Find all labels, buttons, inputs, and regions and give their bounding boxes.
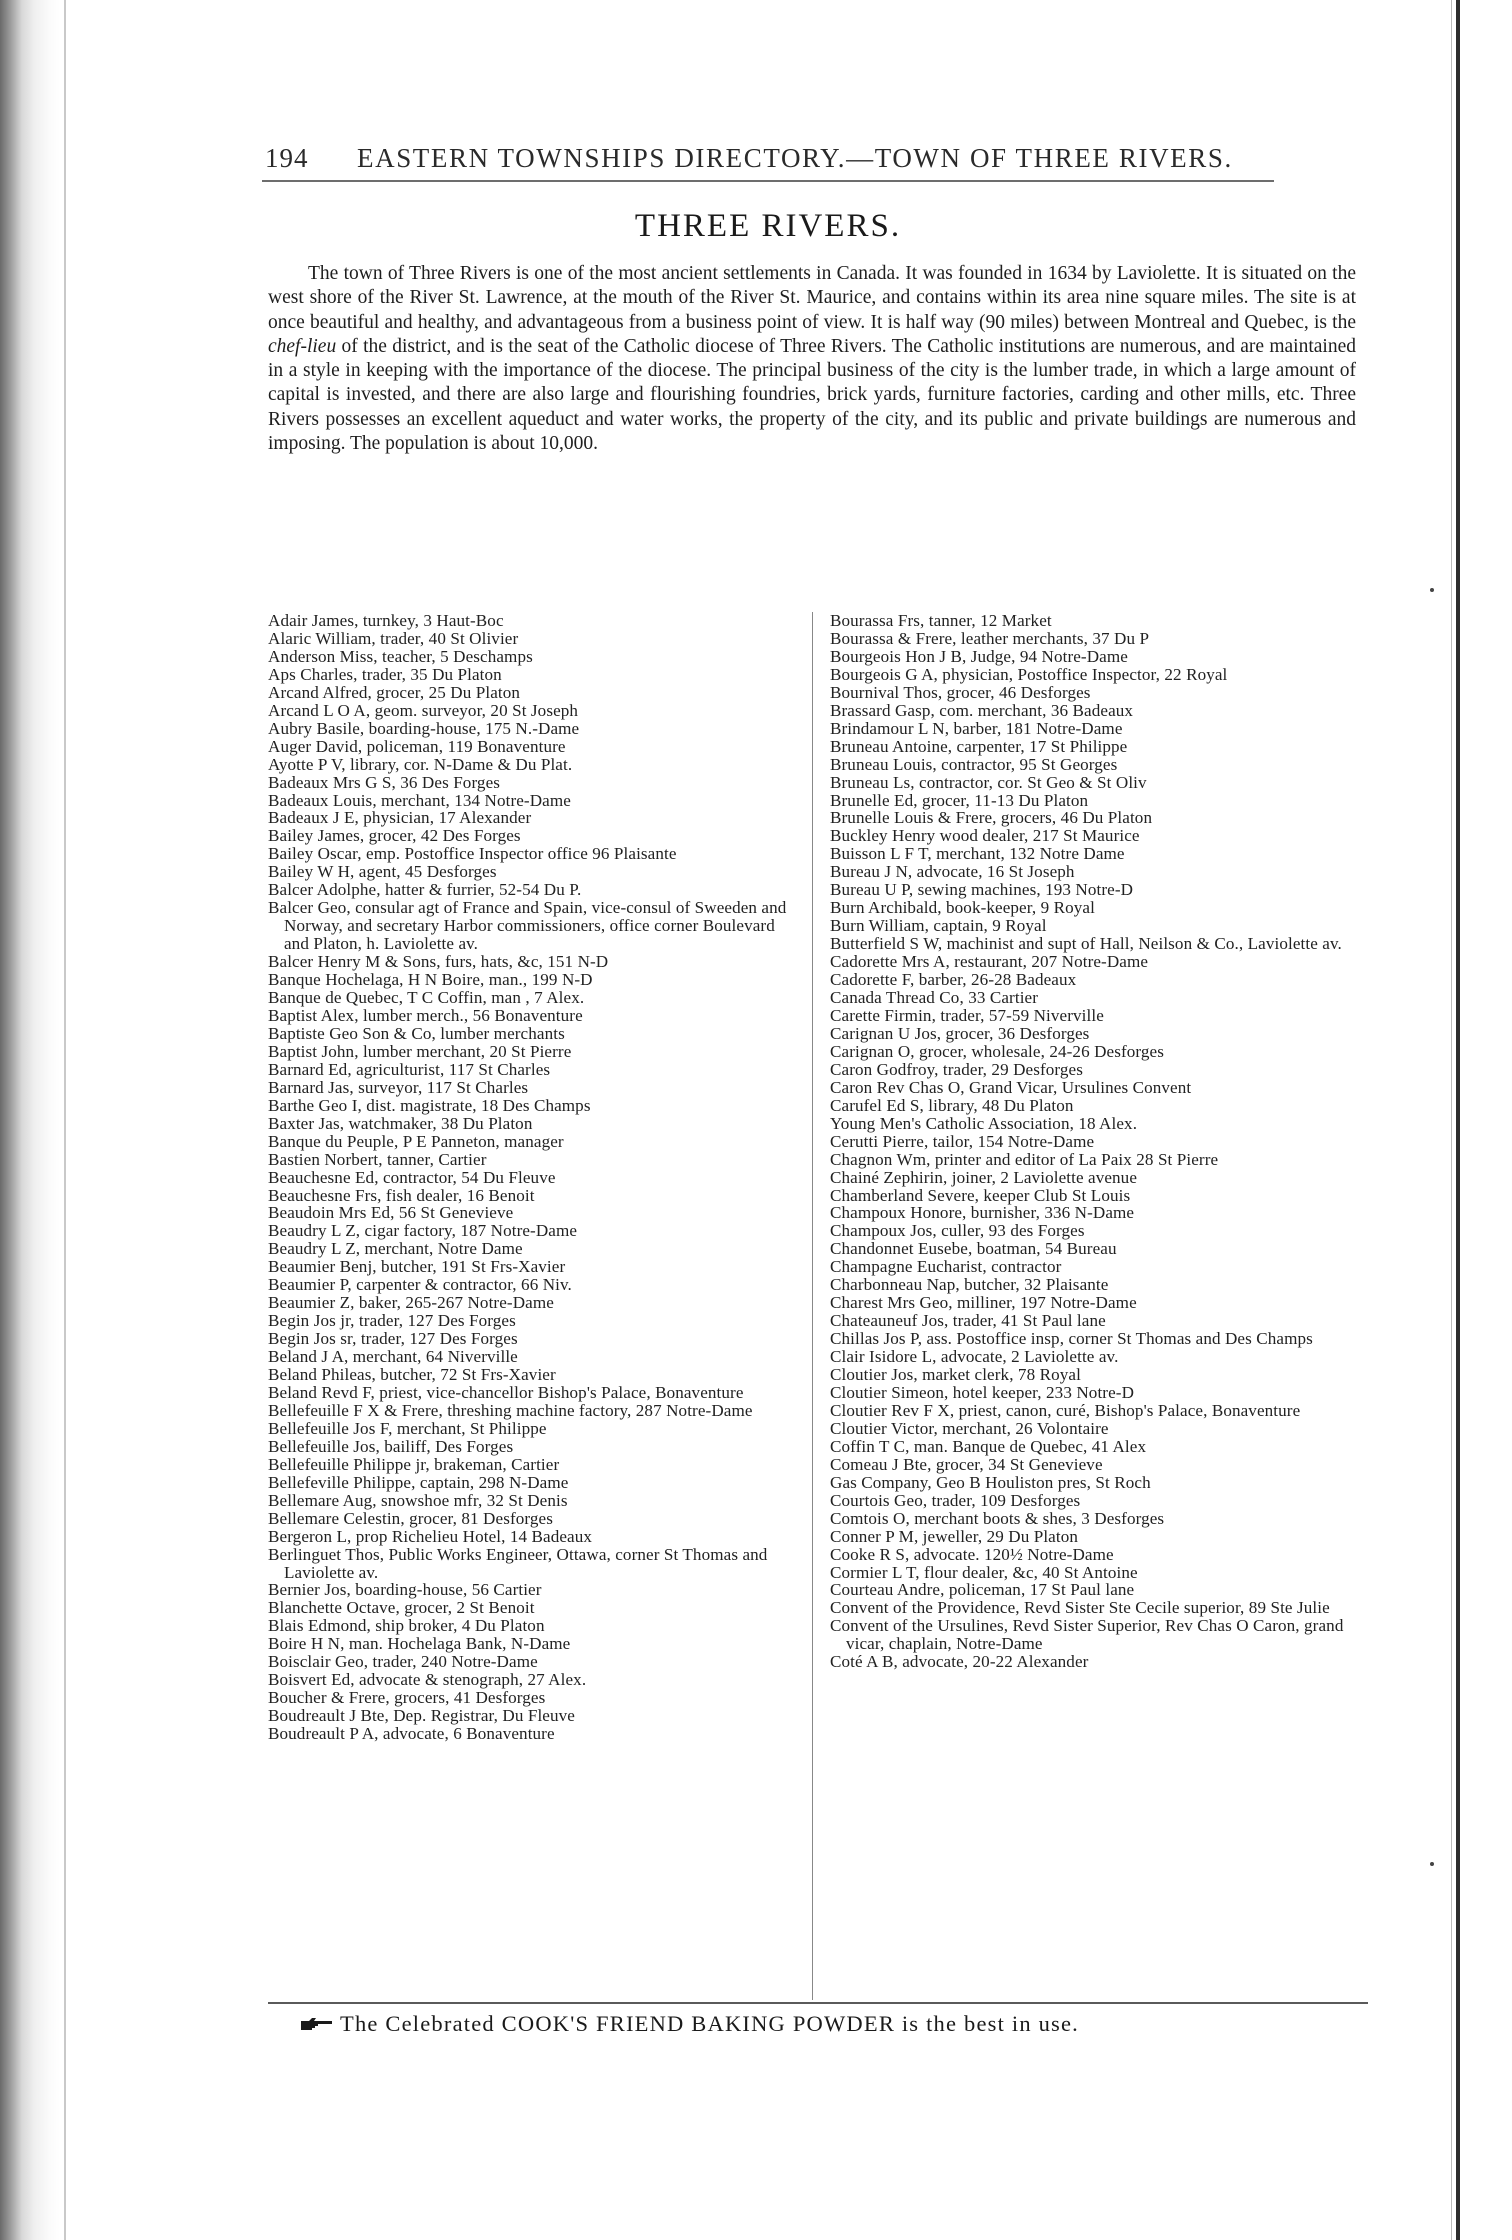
directory-entry: Beland Phileas, butcher, 72 St Frs-Xavier [268, 1365, 556, 1385]
directory-entry: Brunelle Ed, grocer, 11-13 Du Platon [830, 790, 1089, 810]
directory-entry: Boudreault P A, advocate, 6 Bonaventure [268, 1724, 555, 1744]
directory-entry: Coffin T C, man. Banque de Quebec, 41 Alex [830, 1436, 1147, 1456]
directory-entry: Adair James, turnkey, 3 Haut-Boc [268, 611, 504, 630]
directory-entry: Chandonnet Eusebe, boatman, 54 Bureau [830, 1239, 1117, 1259]
directory-entry: Champoux Jos, culler, 93 des Forges [830, 1221, 1085, 1241]
directory-entry: Bournival Thos, grocer, 46 Desforges [830, 682, 1091, 702]
directory-entry: Berlinguet Thos, Public Works Engineer, Ottawa, corner St Thomas and Laviolette av. [268, 1544, 768, 1582]
directory-entry: Beauchesne Ed, contractor, 54 Du Fleuve [268, 1167, 556, 1187]
intro-text-1: The town of Three Rivers is one of the most ancient settlements in Canada. It was founded in 1634 by Laviolette. It is situated on the west shore of the River St. Lawrence, at the mouth of the River St. Maurice, and contains within its area nine square miles. The site is at once beautiful and healthy, and advantageous from a business point of view. It is half way (90 miles) between Montreal and Quebec, is the [268, 263, 1356, 333]
directory-entry: Brindamour L N, barber, 181 Notre-Dame [830, 718, 1123, 738]
pointing-hand-icon [300, 2016, 334, 2032]
directory-entry: Banque de Quebec, T C Coffin, man , 7 Alex. [268, 988, 585, 1008]
directory-entry: Bourassa & Frere, leather merchants, 37 Du P [830, 628, 1150, 648]
directory-entry: Charest Mrs Geo, milliner, 197 Notre-Dame [830, 1293, 1137, 1313]
directory-entry: Boisvert Ed, advocate & stenograph, 27 Alex. [268, 1670, 587, 1690]
directory-entry: Balcer Geo, consular agt of France and Spain, vice-consul of Sweeden and Norway, and secretary Harbor commissioners, office corner Boulevard and Platon, h. Laviolette av. [268, 898, 787, 954]
directory-right-column [830, 612, 1366, 1671]
directory-entry: Charbonneau Nap, butcher, 32 Plaisante [830, 1275, 1109, 1295]
directory-entry: Bureau J N, advocate, 16 St Joseph [830, 862, 1075, 882]
directory-entry: Cooke R S, advocate. 120½ Notre-Dame [830, 1544, 1114, 1564]
directory-entry: Beauchesne Frs, fish dealer, 16 Benoit [268, 1185, 535, 1205]
directory-entry: Comeau J Bte, grocer, 34 St Genevieve [830, 1454, 1103, 1474]
directory-entry: Brunelle Louis & Frere, grocers, 46 Du Platon [830, 808, 1153, 828]
directory-entry: Champoux Honore, burnisher, 336 N-Dame [830, 1203, 1135, 1223]
directory-entry: Bruneau Louis, contractor, 95 St Georges [830, 754, 1118, 774]
directory-entry: Beaudry L Z, cigar factory, 187 Notre-Dame [268, 1221, 578, 1241]
footer-text: The Celebrated COOK'S FRIEND BAKING POWDER is the best in use. [340, 2011, 1080, 2036]
directory-entry: Bellefeuille Jos, bailiff, Des Forges [268, 1436, 514, 1456]
directory-entry: Blanchette Octave, grocer, 2 St Benoit [268, 1598, 535, 1618]
header-rule [262, 180, 1274, 182]
directory-entry: Badeaux J E, physician, 17 Alexander [268, 808, 532, 828]
intro-text-2: of the district, and is the seat of the Catholic diocese of Three Rivers. The Catholic institutions are numerous, and are maintained in a style in keeping with the importance of the diocese. The principal business of the city is the lumber trade, in which a large amount of capital is invested, and there are also large and flourishing foundries, brick yards, furniture factories, carding and other mills, etc. Three Rivers possesses an excellent aqueduct and water works, the property of the city, and its public and private buildings are numerous and imposing. The population is about 10,000. [268, 335, 1356, 455]
directory-entry: Baptist Alex, lumber merch., 56 Bonaventure [268, 1005, 583, 1025]
directory-entry: Beaudry L Z, merchant, Notre Dame [268, 1239, 523, 1259]
directory-entry: Cloutier Simeon, hotel keeper, 233 Notre-D [830, 1382, 1135, 1402]
directory-entry: Boisclair Geo, trader, 240 Notre-Dame [268, 1652, 538, 1672]
directory-entry: Chillas Jos P, ass. Postoffice insp, corner St Thomas and Des Champs [830, 1329, 1313, 1349]
directory-entry: Bruneau Antoine, carpenter, 17 St Philippe [830, 736, 1128, 756]
directory-entry: Auger David, policeman, 119 Bonaventure [268, 736, 566, 756]
directory-entry: Begin Jos sr, trader, 127 Des Forges [268, 1329, 518, 1349]
intro-paragraph [268, 262, 1356, 456]
margin-mark [1430, 1862, 1434, 1866]
directory-entry: Bellefeville Philippe, captain, 298 N-Dame [268, 1472, 569, 1492]
directory-left-column [268, 612, 798, 1743]
directory-entry: Cadorette Mrs A, restaurant, 207 Notre-Dame [830, 952, 1149, 972]
directory-entry: Bourassa Frs, tanner, 12 Market [830, 611, 1052, 630]
directory-entry: Balcer Henry M & Sons, furs, hats, &c, 151 N-D [268, 952, 609, 972]
directory-entry: Caron Rev Chas O, Grand Vicar, Ursulines Convent [830, 1077, 1192, 1097]
directory-entry: Boucher & Frere, grocers, 41 Desforges [268, 1688, 546, 1708]
directory-entry: Convent of the Ursulines, Revd Sister Superior, Rev Chas O Caron, grand vicar, chaplain, Notre-Dame [830, 1616, 1344, 1654]
directory-entry: Banque Hochelaga, H N Boire, man., 199 N-D [268, 970, 593, 990]
directory-entry: Begin Jos jr, trader, 127 Des Forges [268, 1311, 516, 1331]
directory-entry: Bastien Norbert, tanner, Cartier [268, 1149, 487, 1169]
running-header [265, 143, 1275, 177]
page-right-edge-light [1451, 0, 1452, 2240]
directory-entry: Aubry Basile, boarding-house, 175 N.-Dame [268, 718, 580, 738]
directory-entry: Young Men's Catholic Association, 18 Alex. [830, 1113, 1138, 1133]
directory-entry: Arcand Alfred, grocer, 25 Du Platon [268, 682, 521, 702]
directory-entry: Bergeron L, prop Richelieu Hotel, 14 Badeaux [268, 1526, 593, 1546]
directory-entry: Convent of the Providence, Revd Sister Ste Cecile superior, 89 Ste Julie [830, 1598, 1330, 1618]
directory-entry: Anderson Miss, teacher, 5 Deschamps [268, 646, 533, 666]
directory-entry: Cloutier Rev F X, priest, canon, curé, Bishop's Palace, Bonaventure [830, 1400, 1301, 1420]
directory-entry: Ayotte P V, library, cor. N-Dame & Du Plat. [268, 754, 573, 774]
directory-entry: Bellemare Aug, snowshoe mfr, 32 St Denis [268, 1490, 568, 1510]
directory-entry: Coté A B, advocate, 20-22 Alexander [830, 1652, 1089, 1672]
directory-entry: Bellefeuille F X & Frere, threshing machine factory, 287 Notre-Dame [268, 1400, 753, 1420]
directory-entry: Banque du Peuple, P E Panneton, manager [268, 1131, 564, 1151]
directory-entry: Barnard Ed, agriculturist, 117 St Charles [268, 1059, 551, 1079]
directory-entry: Beland Revd F, priest, vice-chancellor Bishop's Palace, Bonaventure [268, 1382, 744, 1402]
directory-entry: Champagne Eucharist, contractor [830, 1257, 1062, 1277]
footer-advert [300, 2011, 1370, 2037]
directory-entry: Beaumier Benj, butcher, 191 St Frs-Xavier [268, 1257, 566, 1277]
directory-entry: Beaudoin Mrs Ed, 56 St Genevieve [268, 1203, 514, 1223]
directory-entry: Alaric William, trader, 40 St Olivier [268, 628, 519, 648]
column-divider [812, 612, 813, 2000]
directory-entry: Bailey Oscar, emp. Postoffice Inspector office 96 Plaisante [268, 844, 677, 864]
directory-entry: Beland J A, merchant, 64 Niverville [268, 1347, 518, 1367]
page-edge-line [64, 0, 66, 2240]
directory-entry: Bellemare Celestin, grocer, 81 Desforges [268, 1508, 553, 1528]
directory-entry: Bourgeois G A, physician, Postoffice Inspector, 22 Royal [830, 664, 1228, 684]
directory-entry: Gas Company, Geo B Houliston pres, St Roch [830, 1472, 1151, 1492]
directory-entry: Cadorette F, barber, 26-28 Badeaux [830, 970, 1077, 990]
directory-entry: Carignan O, grocer, wholesale, 24-26 Desforges [830, 1041, 1164, 1061]
directory-entry: Bernier Jos, boarding-house, 56 Cartier [268, 1580, 542, 1600]
directory-entry: Beaumier Z, baker, 265-267 Notre-Dame [268, 1293, 554, 1313]
directory-entry: Bellefeuille Philippe jr, brakeman, Cartier [268, 1454, 560, 1474]
section-title: THREE RIVERS. [634, 208, 902, 244]
directory-entry: Carette Firmin, trader, 57-59 Niverville [830, 1005, 1104, 1025]
directory-entry: Aps Charles, trader, 35 Du Platon [268, 664, 502, 684]
directory-entry: Boire H N, man. Hochelaga Bank, N-Dame [268, 1634, 571, 1654]
directory-entry: Brassard Gasp, com. merchant, 36 Badeaux [830, 700, 1134, 720]
directory-entry: Bruneau Ls, contractor, cor. St Geo & St Oliv [830, 772, 1147, 792]
directory-entry: Beaumier P, carpenter & contractor, 66 Niv. [268, 1275, 572, 1295]
directory-entry: Cloutier Jos, market clerk, 78 Royal [830, 1365, 1081, 1385]
directory-entry: Conner P M, jeweller, 29 Du Platon [830, 1526, 1079, 1546]
directory-entry: Cormier L T, flour dealer, &c, 40 St Antoine [830, 1562, 1138, 1582]
directory-entry: Cloutier Victor, merchant, 26 Volontaire [830, 1418, 1109, 1438]
directory-entry: Chateauneuf Jos, trader, 41 St Paul lane [830, 1311, 1106, 1331]
directory-entry: Clair Isidore L, advocate, 2 Laviolette av. [830, 1347, 1119, 1367]
directory-entry: Buisson L F T, merchant, 132 Notre Dame [830, 844, 1125, 864]
directory-entry: Baptist John, lumber merchant, 20 St Pierre [268, 1041, 572, 1061]
directory-entry: Baxter Jas, watchmaker, 38 Du Platon [268, 1113, 533, 1133]
directory-entry: Courteau Andre, policeman, 17 St Paul lane [830, 1580, 1135, 1600]
directory-entry: Boudreault J Bte, Dep. Registrar, Du Fleuve [268, 1706, 575, 1726]
directory-entry: Arcand L O A, geom. surveyor, 20 St Joseph [268, 700, 579, 720]
footer-rule [268, 2002, 1368, 2004]
directory-entry: Butterfield S W, machinist and supt of Hall, Neilson & Co., Laviolette av. [830, 934, 1342, 954]
directory-entry: Carufel Ed S, library, 48 Du Platon [830, 1095, 1074, 1115]
directory-entry: Bailey James, grocer, 42 Des Forges [268, 826, 521, 846]
page-right-edge [1456, 0, 1460, 2240]
directory-entry: Carignan U Jos, grocer, 36 Desforges [830, 1023, 1090, 1043]
directory-entry: Bureau U P, sewing machines, 193 Notre-D [830, 880, 1134, 900]
directory-entry: Bourgeois Hon J B, Judge, 94 Notre-Dame [830, 646, 1128, 666]
directory-entry: Baptiste Geo Son & Co, lumber merchants [268, 1023, 565, 1043]
directory-entry: Chainé Zephirin, joiner, 2 Laviolette avenue [830, 1167, 1138, 1187]
directory-entry: Canada Thread Co, 33 Cartier [830, 988, 1039, 1008]
directory-entry: Buckley Henry wood dealer, 217 St Maurice [830, 826, 1140, 846]
intro-italic-term: chef-lieu [268, 335, 337, 357]
directory-entry: Barnard Jas, surveyor, 117 St Charles [268, 1077, 529, 1097]
directory-entry: Balcer Adolphe, hatter & furrier, 52-54 Du P. [268, 880, 582, 900]
directory-entry: Burn Archibald, book-keeper, 9 Royal [830, 898, 1095, 918]
directory-entry: Bailey W H, agent, 45 Desforges [268, 862, 497, 882]
directory-entry: Cerutti Pierre, tailor, 154 Notre-Dame [830, 1131, 1095, 1151]
directory-entry: Badeaux Mrs G S, 36 Des Forges [268, 772, 501, 792]
directory-entry: Blais Edmond, ship broker, 4 Du Platon [268, 1616, 545, 1636]
directory-entry: Caron Godfroy, trader, 29 Desforges [830, 1059, 1083, 1079]
directory-entry: Comtois O, merchant boots & shes, 3 Desforges [830, 1508, 1165, 1528]
directory-entry: Chamberland Severe, keeper Club St Louis [830, 1185, 1131, 1205]
directory-entry: Courtois Geo, trader, 109 Desforges [830, 1490, 1081, 1510]
directory-entry: Burn William, captain, 9 Royal [830, 916, 1047, 936]
page-number: 194 [265, 143, 309, 173]
directory-entry: Barthe Geo I, dist. magistrate, 18 Des Champs [268, 1095, 591, 1115]
running-title: EASTERN TOWNSHIPS DIRECTORY.—TOWN OF THREE RIVERS. [357, 143, 1233, 173]
directory-entry: Badeaux Louis, merchant, 134 Notre-Dame [268, 790, 571, 810]
margin-mark [1430, 588, 1434, 592]
directory-entry: Bellefeuille Jos F, merchant, St Philippe [268, 1418, 547, 1438]
page-binding-shadow [0, 0, 60, 2240]
directory-entry: Chagnon Wm, printer and editor of La Paix 28 St Pierre [830, 1149, 1219, 1169]
